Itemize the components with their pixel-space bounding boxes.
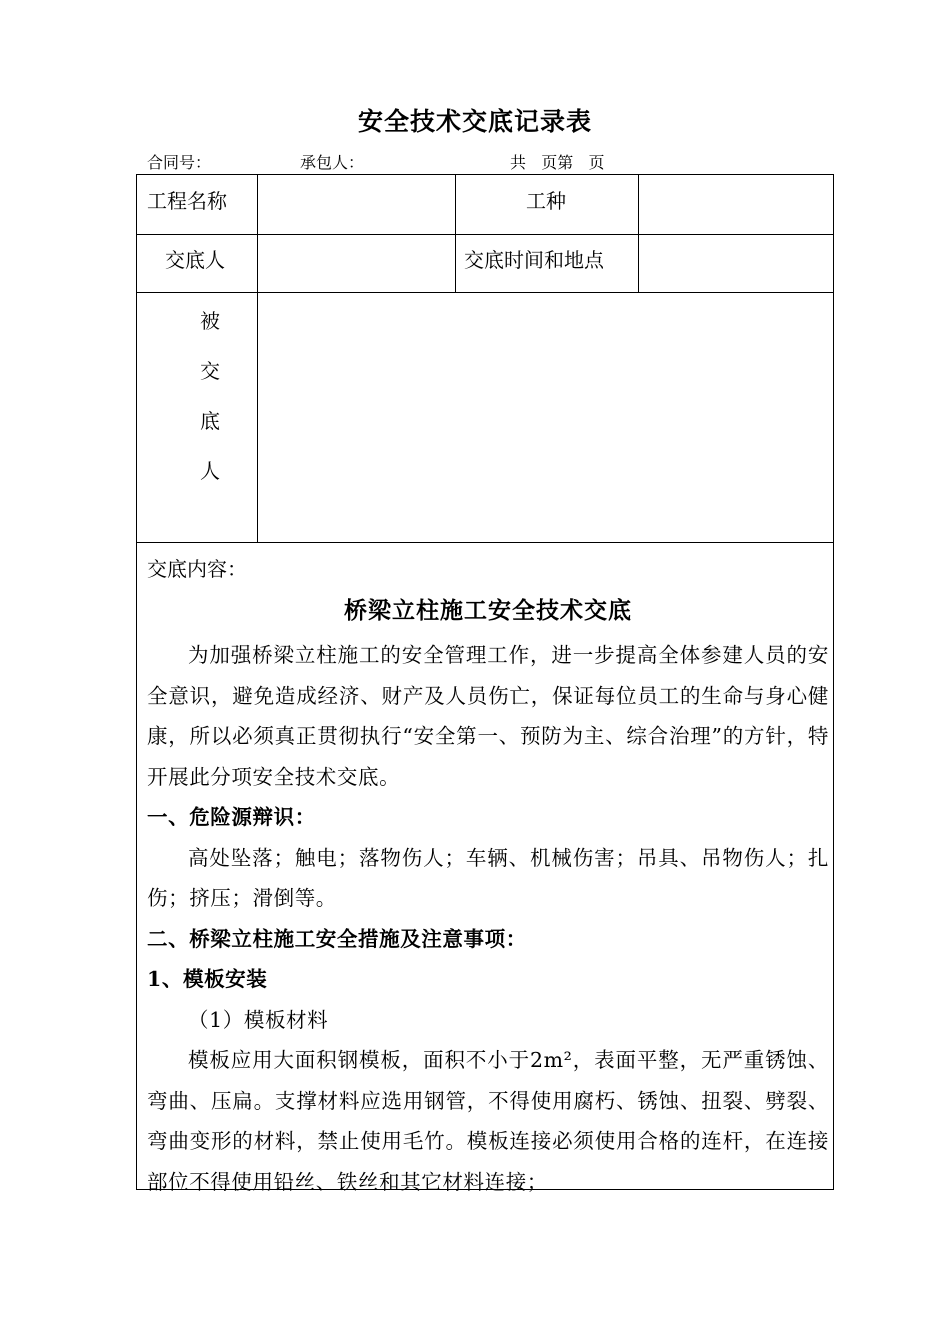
time-place-label: 交底时间和地点 [464,248,604,272]
contractor-label: 承包人： [300,153,365,172]
formwork-paragraph: 模板应用大面积钢模板，面积不小于2m²，表面平整，无严重锈蚀、弯曲、压扁。支撑材料应选用钢管，不得使用腐朽、锈蚀、扭裂、劈裂、弯曲变形的材料，禁止使用毛竹。模板连接必须使用合格的连杆，在连接部位不得使用铅丝、铁丝和其它材料连接； [147,1048,829,1194]
intro-paragraph: 为加强桥梁立柱施工的安全管理工作，进一步提高全体参建人员的安全意识，避免造成经济、财产及人员伤亡，保证每位员工的生命与身心健康，所以必须真正贯彻执行“安全第一、预防为主、综合治理”的方针，特开展此分项安全技术交底。 [147,643,829,789]
record-table [136,174,834,1194]
subsection-heading: 1、模板安装 [147,967,268,991]
recipient-label-char: 人 [200,459,220,483]
page-count-label: 共 页第 页 [510,153,605,172]
recipient-label-char: 底 [200,409,220,433]
row-divider [137,292,833,293]
row-divider [137,234,833,235]
contract-number-label: 合同号： [147,153,212,172]
work-type-label: 工种 [526,189,566,213]
column-divider [257,175,258,542]
column-divider [455,175,456,292]
row-divider [137,542,833,543]
section-heading: 一、危险源辩识： [147,805,316,829]
subsection-item: （1）模板材料 [188,1007,329,1032]
discloser-label: 交底人 [165,248,225,272]
content-label: 交底内容： [147,557,247,581]
recipient-label-char: 交 [200,359,220,383]
disclosure-content [147,549,829,1202]
page-title: 安全技术交底记录表 [357,107,592,136]
column-divider [638,175,639,292]
project-name-label: 工程名称 [147,189,227,213]
hazard-paragraph: 高处坠落；触电；落物伤人；车辆、机械伤害；吊具、吊物伤人；扎伤；挤压；滑倒等。 [147,845,829,910]
recipient-label-char: 被 [200,309,220,333]
document-title: 桥梁立柱施工安全技术交底 [344,597,632,624]
section-heading: 二、桥梁立柱施工安全措施及注意事项： [147,926,527,951]
